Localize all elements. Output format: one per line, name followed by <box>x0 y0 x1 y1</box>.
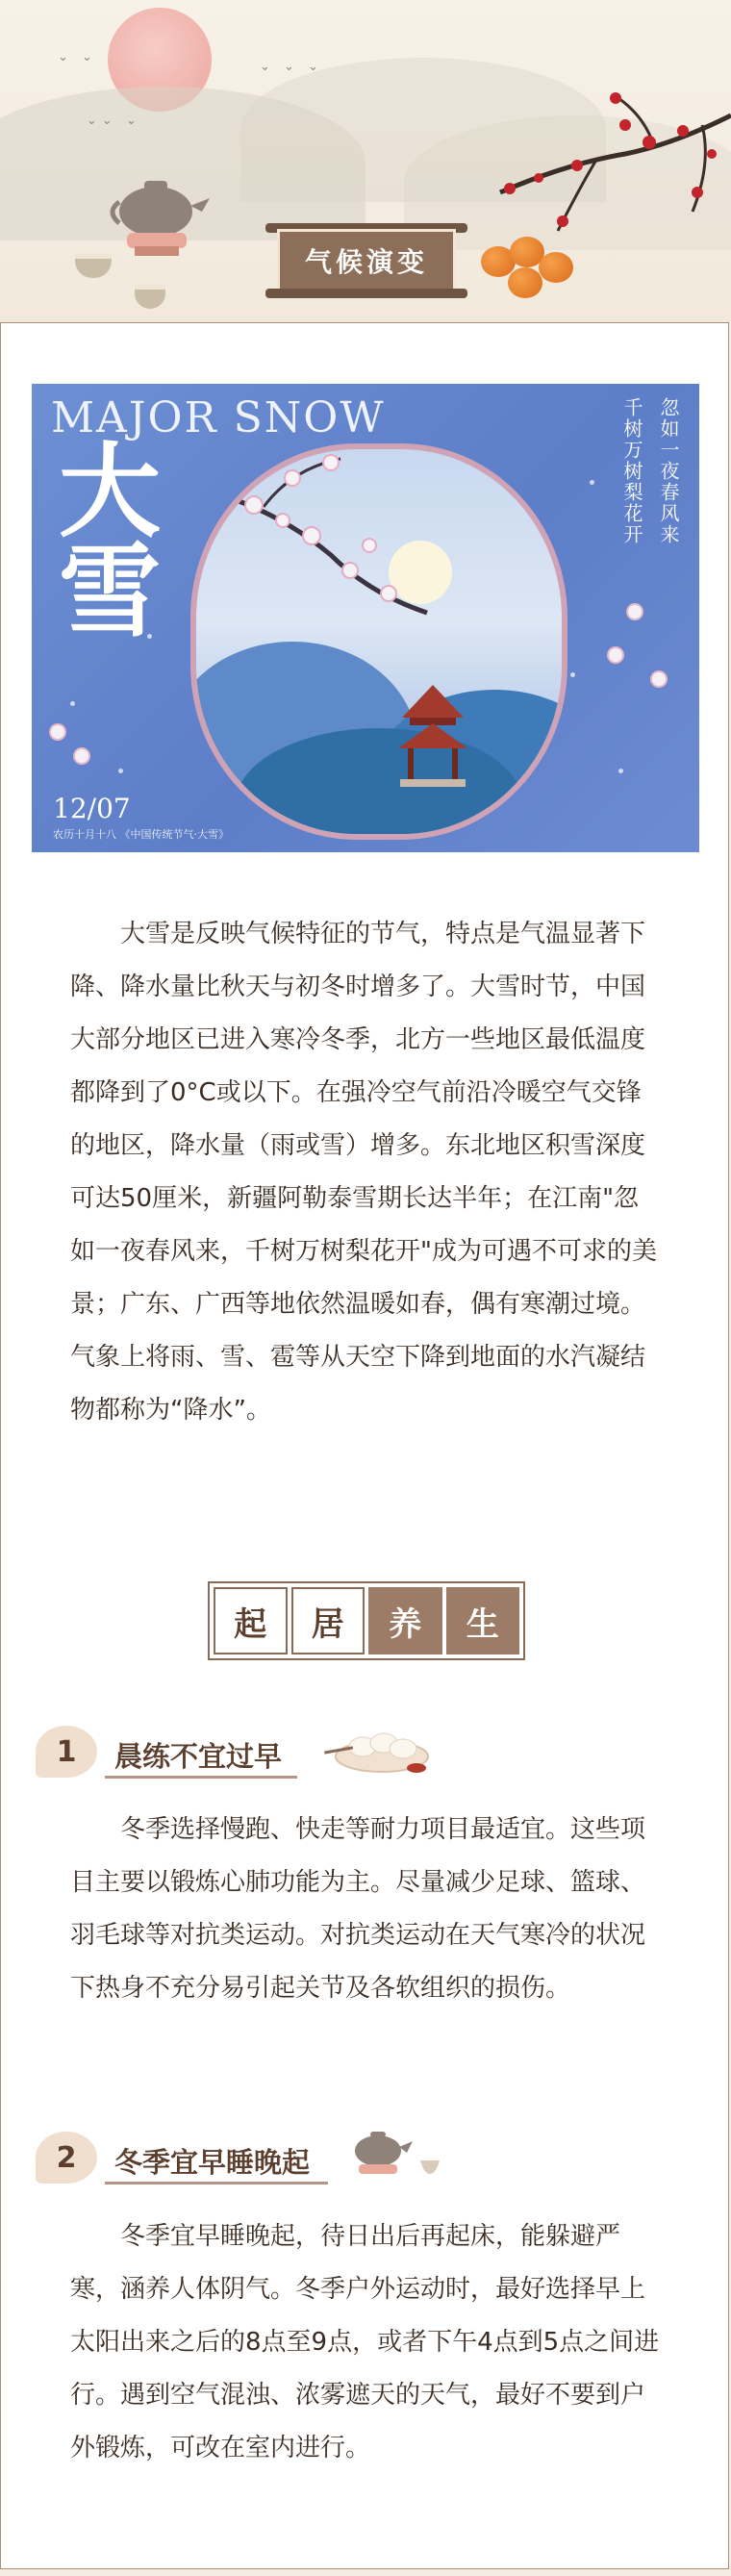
snowflake <box>570 672 575 677</box>
banner-rod <box>265 289 467 298</box>
snowflake <box>618 769 623 773</box>
item-paragraph-1: 冬季选择慢跑、快走等耐力项目最适宜。这些项目主要以锻炼心肺功能为主。尽量减少足球、篮球、羽毛球等对抗类运动。对抗类运动在天气寒冷的状况下热身不充分易引起关节及各软组织的损伤。 <box>70 1815 646 2003</box>
pavilion-illustration <box>394 685 471 791</box>
plum-branch-illustration <box>481 87 731 250</box>
section-char: 起 <box>214 1587 288 1654</box>
poster-poem-line-2: 千树万树梨花开 <box>620 397 643 545</box>
header-banner <box>0 0 731 322</box>
heading-underline <box>105 2182 328 2185</box>
poster-english-title: MAJOR SNOW <box>51 393 386 442</box>
snowflake <box>118 769 123 773</box>
content-card <box>0 322 729 2569</box>
poster-date: 12/07 <box>53 793 131 824</box>
teapot-illustration <box>106 164 212 260</box>
section-heading-box <box>208 1581 525 1660</box>
blossom-decoration <box>51 725 64 739</box>
item-title: 冬季宜早睡晚起 <box>114 2146 311 2179</box>
item-heading-1 <box>36 1726 440 1783</box>
title-banner <box>265 223 467 298</box>
item-heading-2 <box>36 2132 440 2189</box>
section-char: 居 <box>291 1587 366 1654</box>
scenery-frame <box>190 443 567 840</box>
section-char: 生 <box>446 1587 520 1654</box>
birds-illustration: ⌄ ⌄ <box>58 50 97 64</box>
tea-cup-illustration <box>75 254 112 278</box>
blossom-decoration <box>609 648 622 662</box>
dumplings-illustration <box>324 1720 430 1778</box>
intro-paragraph: 大雪是反映气候特征的节气，特点是气温显著下降、降水量比秋天与初冬时增多了。大雪时节，中国大部分地区已进入寒冷冬季，北方一些地区最低温度都降到了0°C或以下。在强冷空气前沿冷暖空气交锋的地区，降水量（雨或雪）增多。东北地区积雪深度可达50厘米，新疆阿勒泰雪期长达半年；在江南"忽如一夜春风来，千树万树梨花开"成为可遇不可求的美景；广东、广西等地依然温暖如春，偶有寒潮过境。气象上将雨、雪、雹等从天空下降到地面的水汽凝结物都称为“降水”。 <box>70 920 657 1425</box>
section-char: 养 <box>368 1587 442 1654</box>
item-paragraph-2: 冬季宜早睡晚起，待日出后再起床，能躲避严寒，涵养人体阴气。冬季户外运动时，最好选择早上太阳出来之后的8点至9点，或者下午4点到5点之间进行。遇到空气混浊、浓雾遮天的天气，最好不要到户外锻炼，可改在室内进行。 <box>70 2222 660 2462</box>
item-number: 1 <box>36 1726 97 1778</box>
poster-poem-line-1: 忽如一夜春风来 <box>657 397 680 545</box>
blossom-decoration <box>628 605 642 619</box>
tea-cup-illustration <box>135 285 165 309</box>
persimmon-illustration <box>539 252 573 283</box>
poster-subline: 农历十月十八 《中国传统节气·大雪》 <box>53 828 229 841</box>
birds-illustration: ⌄ ⌄ ⌄ <box>260 60 323 74</box>
birds-illustration: ⌄⌄ ⌄ <box>87 114 141 128</box>
major-snow-poster <box>32 384 699 852</box>
blossom-decoration <box>75 749 88 763</box>
snowflake <box>70 701 75 706</box>
heading-underline <box>105 1776 297 1779</box>
item-title: 晨练不宜过早 <box>114 1740 283 1773</box>
blossom-decoration <box>652 672 666 686</box>
teapot-small-illustration <box>340 2124 445 2182</box>
plum-blossom-branch-illustration <box>196 449 485 661</box>
persimmon-illustration <box>508 267 542 298</box>
poster-chinese-title: 大雪 <box>59 431 161 651</box>
snowflake <box>590 480 594 485</box>
item-number: 2 <box>36 2132 97 2184</box>
page-title: 气候演变 <box>277 229 456 292</box>
